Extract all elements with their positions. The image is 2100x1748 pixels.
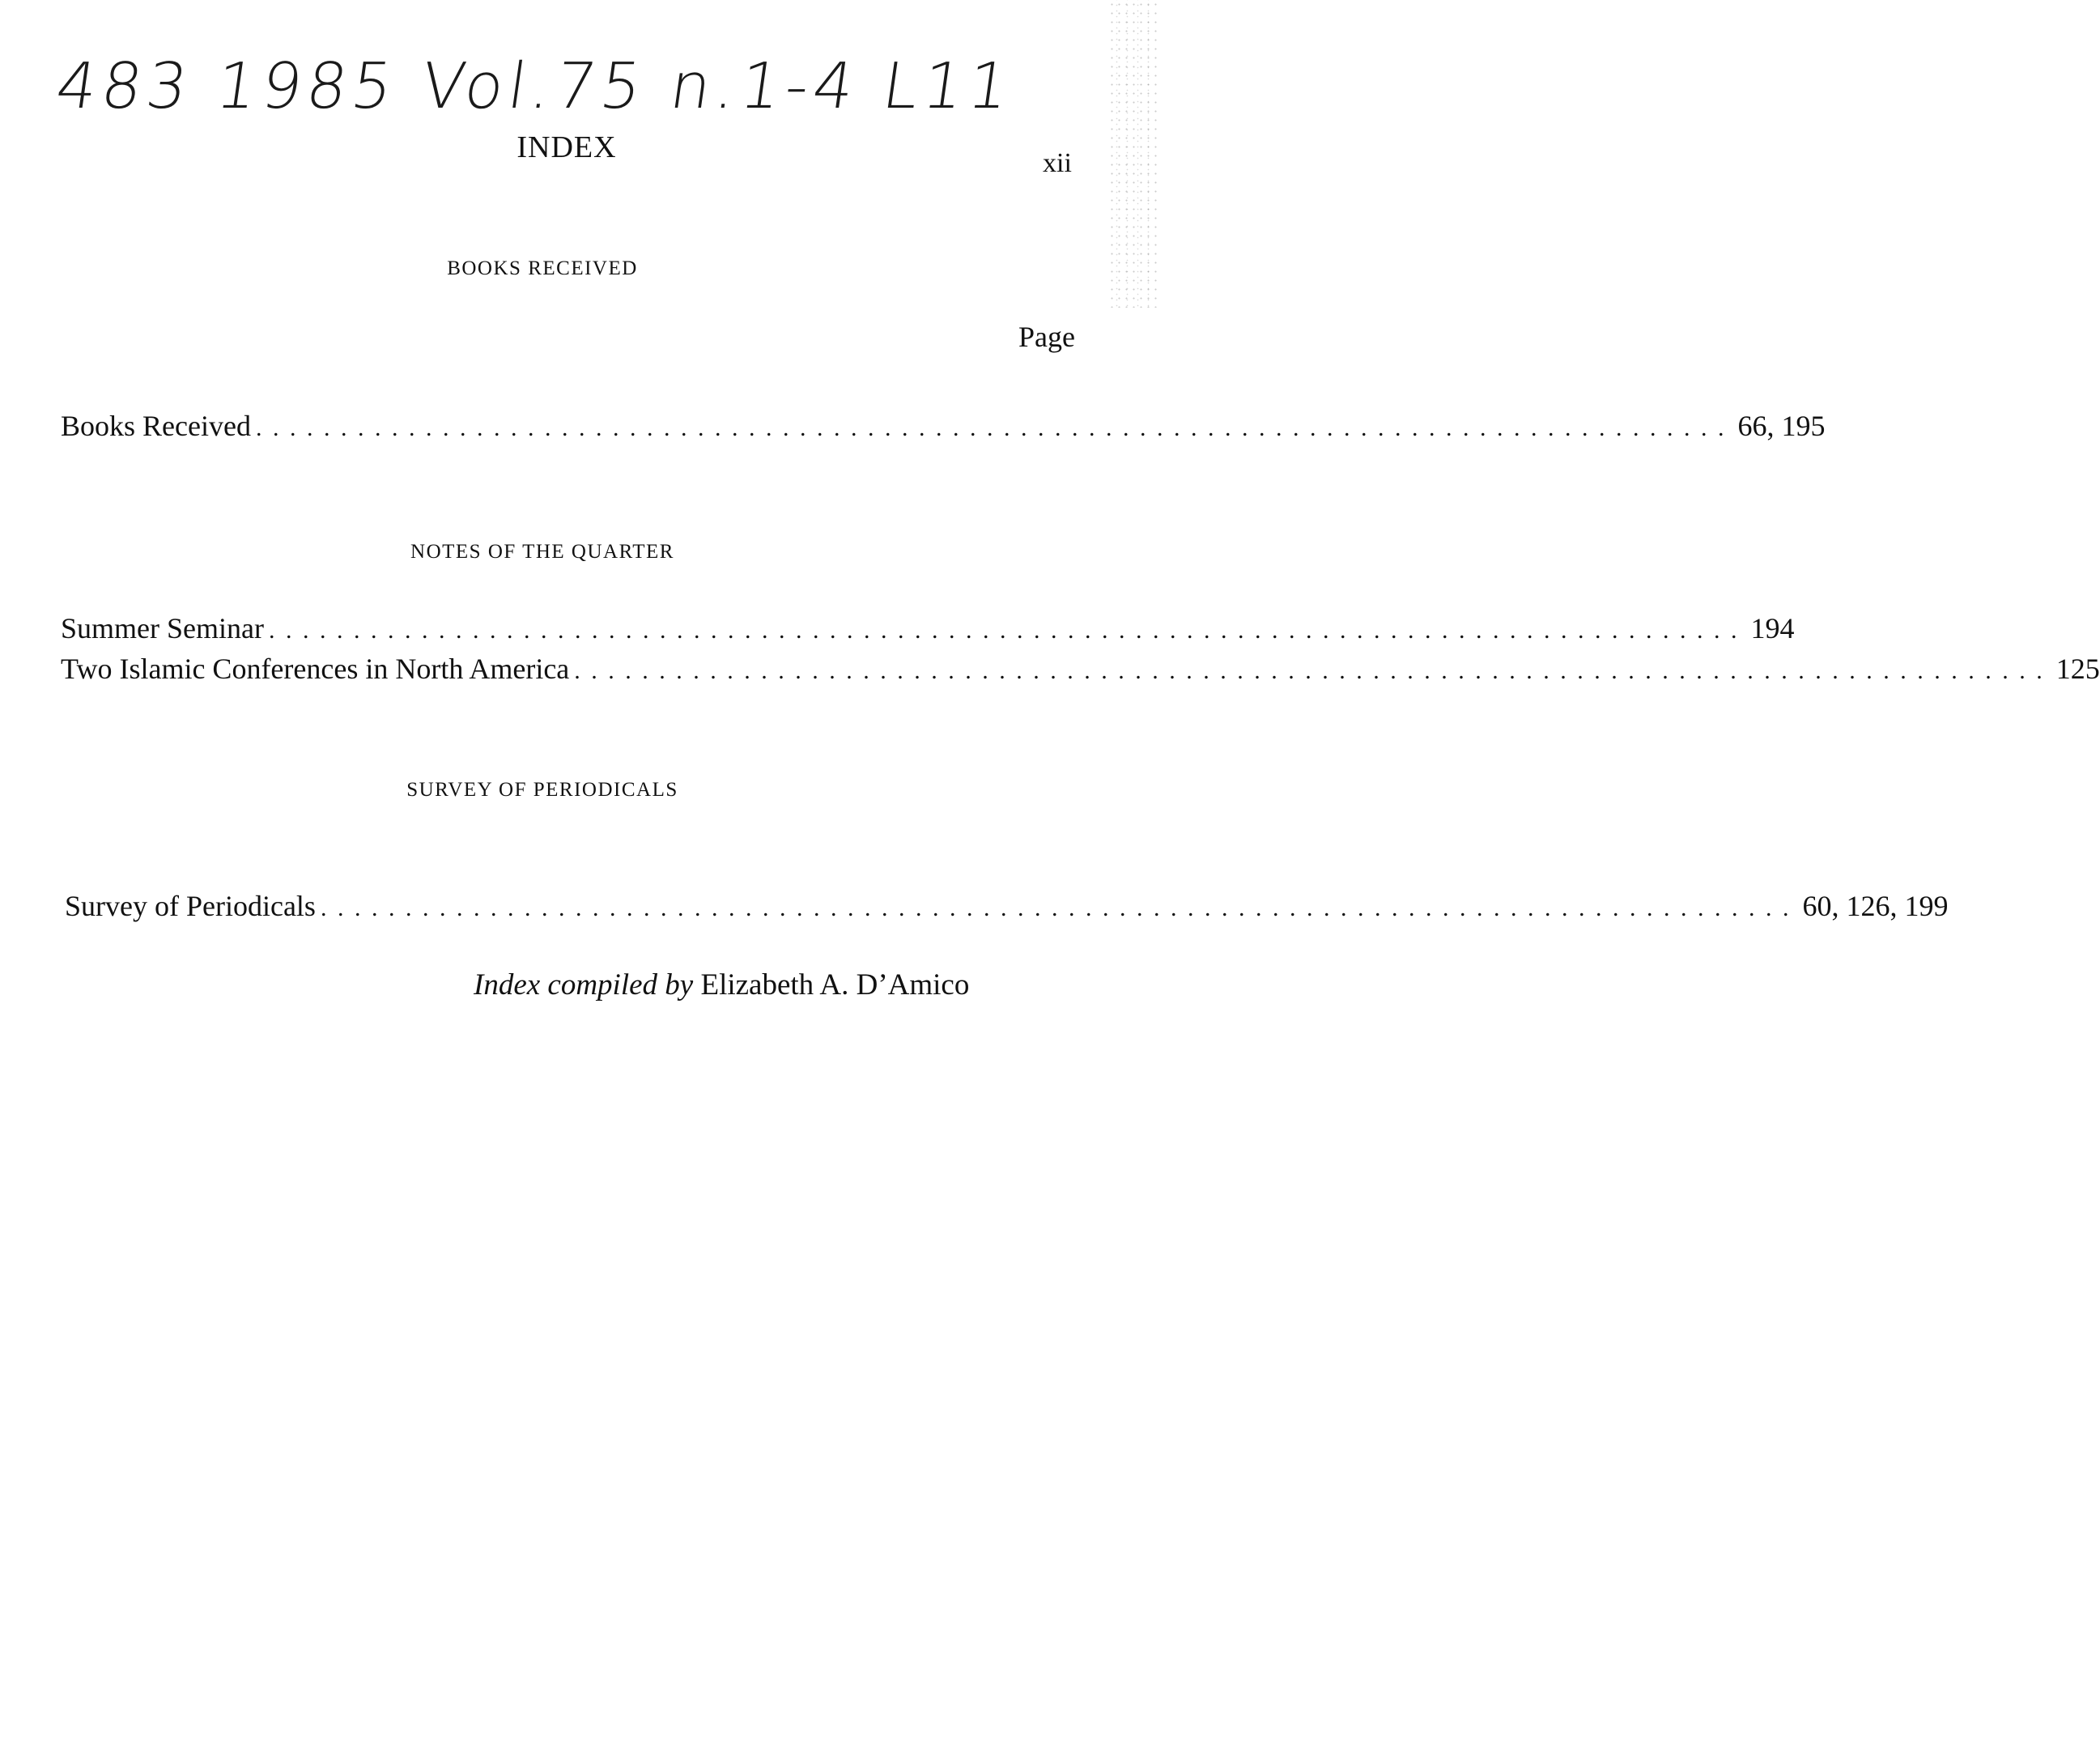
index-entry (61, 652, 2100, 686)
dot-leader: . . . . . . . . . . . . . . . . . . . . . . . . . . . . . . . . . . . . . . . . . . . . . . . . . . . . . . . . . . . . . . . . . . . . . . . . . . . . . . . . . . . . . . . (255, 415, 1727, 441)
index-entry (65, 889, 1949, 923)
dot-leader: . . . . . . . . . . . . . . . . . . . . . . . . . . . . . . . . . . . . . . . . . . . . . . . . . . . . . . . . . . . . . . . . . . . . . . . . . . . . . . . . . . . . . . . (268, 617, 1740, 644)
section-heading-books-received: BOOKS RECEIVED (447, 257, 638, 279)
entry-title: Books Received (61, 410, 251, 442)
dot-leader: . . . . . . . . . . . . . . . . . . . . . . . . . . . . . . . . . . . . . . . . . . . . . . . . . . . . . . . . . . . . . . . . . . . . . . . . . . . . . . . . . . . . . . . (320, 895, 1792, 921)
attribution-prefix: Index compiled by (474, 968, 694, 1002)
entry-pages: 194 (1750, 612, 1795, 644)
entry-pages: 60, 126, 199 (1802, 890, 1949, 922)
entry-title: Survey of Periodicals (65, 890, 316, 922)
page-title: INDEX (516, 130, 617, 164)
page-number: xii (1043, 148, 1072, 178)
section-heading-survey-of-periodicals: SURVEY OF PERIODICALS (406, 779, 678, 801)
entry-pages: 66, 195 (1737, 410, 1826, 442)
entry-title: Summer Seminar (61, 612, 264, 644)
section-heading-notes-of-the-quarter: NOTES OF THE QUARTER (410, 541, 674, 563)
page-column-label: Page (1018, 321, 1075, 353)
dot-leader: . . . . . . . . . . . . . . . . . . . . . . . . . . . . . . . . . . . . . . . . . . . . . . . . . . . . . . . . . . . . . . . . . . . . . . . . . . . . . . . . . . . . . . . (574, 657, 2045, 684)
index-entry (61, 409, 1826, 443)
index-entry (61, 611, 1795, 645)
entry-title: Two Islamic Conferences in North America (61, 653, 570, 685)
attribution-name: Elizabeth A. D’Amico (700, 968, 970, 1002)
handwritten-catalog-note: 483 1985 Vol.75 n.1-4 L11 (51, 50, 1018, 123)
index-attribution (474, 968, 969, 1002)
entry-pages: 125 (2055, 653, 2100, 685)
